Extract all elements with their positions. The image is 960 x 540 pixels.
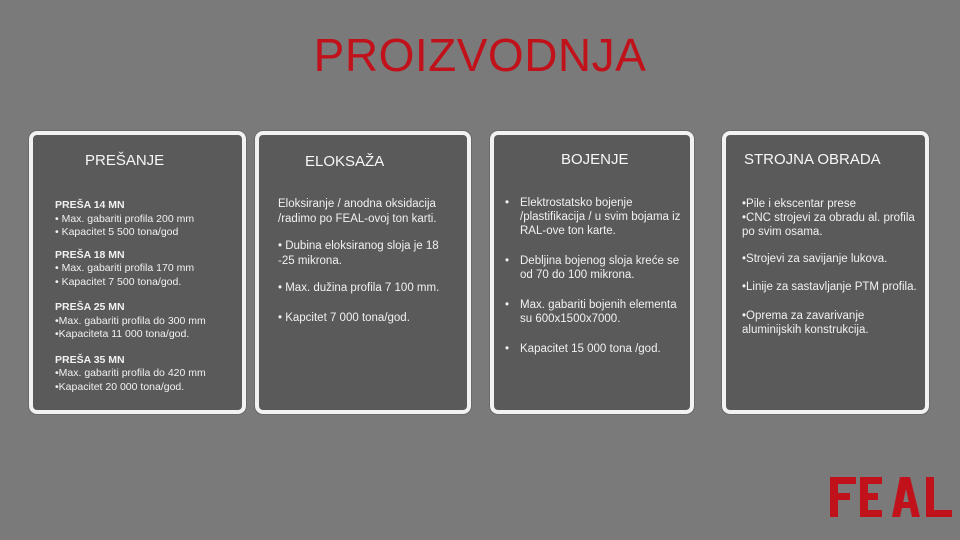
panel-presanje <box>29 131 246 414</box>
presa-line: •Kapaciteta 11 000 tona/god. <box>55 328 190 340</box>
panel-heading: PREŠANJE <box>85 152 165 169</box>
presa-name: PREŠA 25 MN <box>55 301 125 313</box>
presa-list <box>55 199 245 394</box>
eloksaza-item: Eloksiranje / anodna oksidacija /radimo po FEAL-ovoj ton karti. <box>278 198 437 225</box>
presa-group <box>55 249 245 290</box>
eloksaza-item: • Max. dužina profila 7 100 mm. <box>278 282 440 294</box>
panel-heading: BOJENJE <box>561 151 629 168</box>
presa-name: PREŠA 35 MN <box>55 353 125 366</box>
strojna-list <box>742 197 918 337</box>
presa-line: •Max. gabariti profila do 420 mm <box>55 367 206 379</box>
presa-line: •Kapacitet 20 000 tona/god. <box>55 380 185 393</box>
strojna-item: •CNC strojevi za obradu al. profila po svim osama. <box>742 212 915 238</box>
presa-group <box>55 199 245 240</box>
strojna-item: •Strojevi za savijanje lukova. <box>742 253 888 265</box>
strojna-item: •Linije za sastavljanje PTM profila. <box>742 281 917 293</box>
bojenje-text: Debljina bojenog sloja kreće se od 70 do 100 mikrona. <box>520 255 680 281</box>
bojenje-text: Kapacitet 15 000 tona /god. <box>520 343 661 355</box>
presa-line: • Max. gabariti profila 200 mm <box>55 212 195 225</box>
feal-logo <box>830 475 954 524</box>
bojenje-item <box>505 298 691 326</box>
presa-line: •Max. gabariti profila do 300 mm <box>55 314 206 327</box>
presa-group <box>55 354 245 395</box>
bojenje-item <box>505 196 691 238</box>
presa-group <box>55 301 245 342</box>
presa-line: • Max. gabariti profila 170 mm <box>55 262 195 274</box>
bojenje-text: Max. gabariti bojenih elementa su 600x1500x7000. <box>520 299 677 325</box>
panel-heading: STROJNA OBRADA <box>744 151 881 168</box>
strojna-item: •Pile i ekscentar prese <box>742 198 856 210</box>
bojenje-item <box>505 342 691 356</box>
panel-bojenje <box>490 131 694 414</box>
presa-line: • Kapacitet 5 500 tona/god <box>55 226 179 238</box>
bullet-icon: • <box>505 197 510 209</box>
panel-strojna-obrada <box>722 131 929 414</box>
bojenje-list <box>505 196 691 356</box>
bojenje-item <box>505 254 691 282</box>
bojenje-text: Elektrostatsko bojenje /plastifikacija / u svim bojama iz RAL-ove ton karte. <box>520 197 681 237</box>
bullet-icon: • <box>505 299 510 311</box>
eloksaza-list <box>278 197 458 326</box>
page-title: PROIZVODNJA <box>313 29 647 81</box>
bullet-icon: • <box>505 255 510 267</box>
presa-name: PREŠA 14 MN <box>55 199 125 211</box>
eloksaza-item: • Kapcitet 7 000 tona/god. <box>278 312 410 324</box>
presa-name: PREŠA 18 MN <box>55 248 125 261</box>
eloksaza-item: • Dubina eloksiranog sloja je 18 -25 mikrona. <box>278 240 439 267</box>
strojna-item: •Oprema za zavarivanje aluminijskih konstrukcija. <box>742 310 869 336</box>
feal-logo-icon <box>830 475 954 519</box>
presa-line: • Kapacitet 7 500 tona/god. <box>55 275 182 288</box>
panel-heading: ELOKSAŽA <box>305 153 385 170</box>
bullet-icon: • <box>505 343 510 355</box>
panel-eloksaza <box>255 131 471 414</box>
